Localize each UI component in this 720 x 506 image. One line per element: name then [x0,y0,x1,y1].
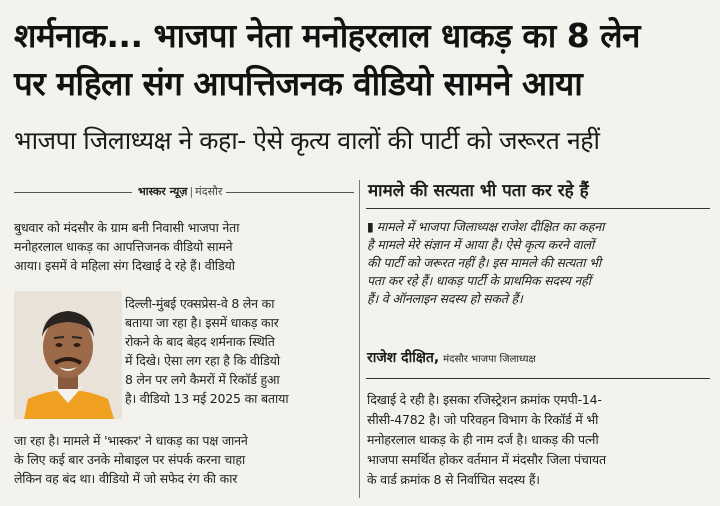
person-photo [14,291,122,419]
article-line: दिखाई दे रही है। इसका रजिस्ट्रेशन क्रमांक एमपी-14- [367,392,602,407]
article-line: के लिए कई बार उनके मोबाइल पर संपर्क करना चाहा [14,452,245,467]
portrait-illustration [14,291,122,419]
byline-city: मंदसौर [195,185,223,198]
quote-line: की पार्टी को जरूरत नहीं है। इस मामले की सत्यता भी [367,255,601,270]
article-line: 8 लेन पर लगे कैमरों में रिकॉर्ड हुआ [125,372,280,387]
article-line: दिल्ली-मुंबई एक्सप्रेस-वे 8 लेन का [125,296,275,311]
box-heading-rule [366,208,710,209]
column-divider [359,180,360,498]
headline-line-2: पर महिला संग आपत्तिजनक वीडियो सामने आया [14,64,583,103]
quote-marker: ▮ [367,219,374,234]
article-line: सीसी-4782 है। जो परिवहन विभाग के रिकॉर्ड में भी [367,412,599,427]
article-line: बताया जा रहा है। इसमें धाकड़ कार [125,315,279,330]
article-line: मनोहरलाल धाकड़ का आपत्तिजनक वीडियो सामने [14,239,233,254]
article-line: के वार्ड क्रमांक 8 से निर्वाचित सदस्य हैं। [367,472,540,487]
article-line: लेकिन वह बंद था। वीडियो में जो सफेद रंग की कार [14,471,238,486]
article-line: मनोहरलाल धाकड़ के ही नाम दर्ज है। धाकड़ की पत्नी [367,432,599,447]
quote-line: हैं। वे ऑनलाइन सदस्य हो सकते हैं। [367,291,523,306]
article-line: रोकने के बाद बेहद शर्मनाक स्थिति [125,334,275,349]
byline-source: भास्कर न्यूज़ [138,185,188,198]
quote-line: पता कर रहे हैं। धाकड़ पार्टी के प्राथमिक सदस्य नहीं [367,273,591,288]
quote-name: राजेश दीक्षित, [367,350,440,366]
byline-rule-left [14,192,132,193]
quote-line: ▮ मामले में भाजपा जिलाध्यक्ष राजेश दीक्षित का कहना [367,219,605,234]
article-line: जा रहा है। मामले में 'भास्कर' ने धाकड़ का पक्ष जानने [14,433,248,448]
box-bottom-rule [366,378,710,379]
quote-attribution [367,349,707,368]
article-line: है। वीडियो 13 मई 2025 का बताया [125,391,289,406]
article-line: भाजपा समर्थित होकर वर्तमान में मंदसौर जिला पंचायत [367,452,606,467]
article-line: बुधवार को मंदसौर के ग्राम बनी निवासी भाजपा नेता [14,220,240,235]
box-heading: मामले की सत्यता भी पता कर रहे हैं [368,181,589,201]
article-line: में दिखे। ऐसा लग रहा है कि वीडियो [125,353,280,368]
subheadline: भाजपा जिलाध्यक्ष ने कहा- ऐसे कृत्य वालों की पार्टी को जरूरत नहीं [14,126,600,155]
quote-line: है मामले मेरे संज्ञान में आया है। ऐसे कृत्य करने वालों [367,237,594,252]
headline-line-1: शर्मनाक... भाजपा नेता मनोहरलाल धाकड़ का 8 लेन [14,16,640,55]
byline-separator: | [189,185,194,198]
byline-rule-right [226,192,354,193]
quote-role: मंदसौर भाजपा जिलाध्यक्ष [443,354,536,365]
article-line: आया। इसमें वे महिला संग दिखाई दे रहे हैं। वीडियो [14,258,235,273]
